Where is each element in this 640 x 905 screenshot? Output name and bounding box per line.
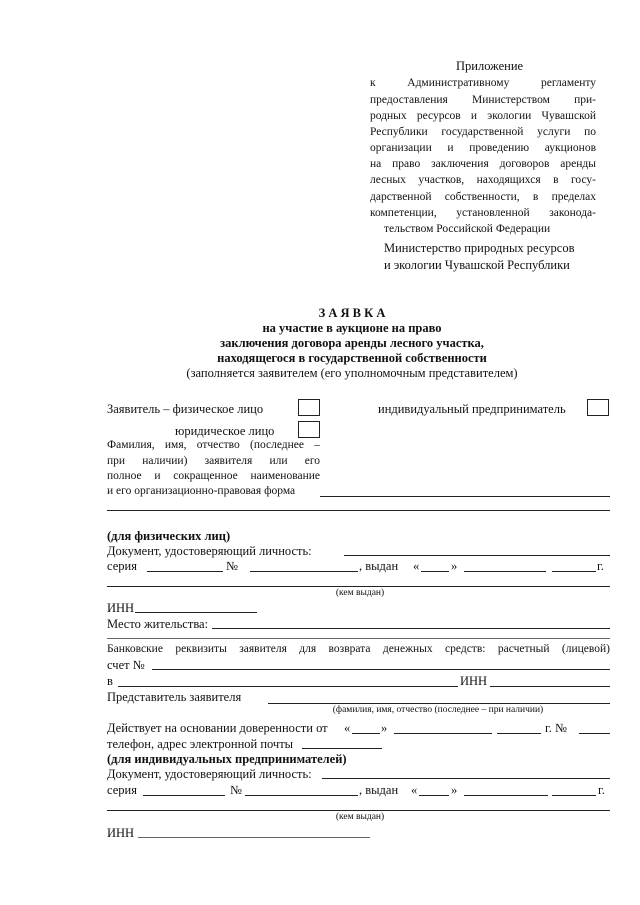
bank-name-field[interactable] — [118, 686, 458, 687]
physical-issued-by-field[interactable] — [107, 586, 610, 587]
physical-quote-close: » — [451, 559, 458, 573]
appendix-line: компетенции, установленной законода- — [370, 207, 596, 219]
account-label: счет № — [107, 658, 145, 672]
phone-email-label: телефон, адрес электронной почты — [107, 737, 294, 751]
applicant-name-field[interactable] — [320, 496, 610, 497]
entrepreneur-section-header: (для индивидуальных предпринимателей) — [107, 752, 347, 766]
entrepreneur-quote-close: » — [451, 783, 458, 797]
physical-number-field[interactable] — [250, 571, 358, 572]
entrepreneur-doc-field[interactable] — [322, 778, 610, 779]
account-field[interactable] — [152, 669, 610, 670]
phone-email-field[interactable] — [302, 748, 382, 749]
proxy-label: Действует на основании доверенности от — [107, 721, 328, 735]
physical-person-checkbox[interactable] — [298, 399, 320, 416]
physical-issued-by-note: (кем выдан) — [335, 588, 385, 598]
legal-entity-checkbox[interactable] — [298, 421, 320, 438]
fio-label-line: полное и сокращенное наименование — [107, 470, 320, 482]
proxy-quote-close: » — [381, 721, 388, 735]
appendix-line: лесных участков, находящихся в госу- — [370, 174, 596, 186]
physical-series-field[interactable] — [147, 571, 223, 572]
bank-details-line: Банковские реквизиты заявителя для возврата денежных средств: расчетный (лицевой) — [107, 643, 610, 655]
appendix-line: организации и проведению аукционов — [370, 142, 596, 154]
proxy-day-field[interactable] — [352, 733, 380, 734]
entrepreneur-year-suffix: г. — [598, 783, 605, 797]
proxy-year-no-label: г. № — [545, 721, 567, 735]
physical-inn-label: ИНН — [107, 601, 135, 615]
physical-doc-field[interactable] — [344, 555, 610, 556]
entrepreneur-checkbox[interactable] — [587, 399, 609, 416]
form-subtitle-1: на участие в аукционе на право — [262, 321, 442, 335]
appendix-line: дарственной собственности, в пределах — [370, 191, 596, 203]
representative-field[interactable] — [268, 703, 610, 704]
entrepreneur-doc-label: Документ, удостоверяющий личность: — [107, 767, 312, 781]
ministry-line-2: и экологии Чувашской Республики — [384, 258, 570, 272]
legal-entity-label: юридическое лицо — [175, 424, 275, 438]
bank-inn-label: ИНН — [460, 674, 488, 688]
entrepreneur-issued-by-note: (кем выдан) — [335, 812, 385, 822]
proxy-month-field[interactable] — [394, 733, 492, 734]
physical-inn-field[interactable] — [135, 612, 257, 613]
proxy-number-field[interactable] — [579, 733, 610, 734]
bank-in-label: в — [107, 674, 113, 688]
physical-doc-label: Документ, удостоверяющий личность: — [107, 544, 312, 558]
residence-field-2[interactable] — [107, 638, 610, 639]
physical-series-label: серия — [107, 559, 137, 573]
physical-section-header: (для физических лиц) — [107, 529, 231, 543]
entrepreneur-series-label: серия — [107, 783, 137, 797]
proxy-quote-open: « — [344, 721, 351, 735]
appendix-line: предоставления Министерством при- — [370, 94, 596, 106]
entrepreneur-month-field[interactable] — [464, 795, 548, 796]
physical-number-label: № — [226, 559, 238, 573]
ministry-line-1: Министерство природных ресурсов — [384, 241, 575, 255]
representative-label: Представитель заявителя — [107, 690, 242, 704]
form-subtitle-2: заключения договора аренды лесного участка, — [220, 336, 484, 350]
physical-year-suffix: г. — [597, 559, 604, 573]
entrepreneur-year-field[interactable] — [552, 795, 596, 796]
entrepreneur-issued-label: , выдан — [359, 783, 399, 797]
appendix-line: Республики государственной услуги по — [370, 126, 596, 138]
entrepreneur-label: индивидуальный предприниматель — [378, 402, 566, 416]
proxy-year-field[interactable] — [497, 733, 541, 734]
bank-inn-field[interactable] — [490, 686, 610, 687]
entrepreneur-number-field[interactable] — [245, 795, 358, 796]
fio-label-line: Фамилия, имя, отчество (последнее – — [107, 439, 320, 451]
representative-fio-note: (фамилия, имя, отчество (последнее – при наличии) — [332, 705, 544, 715]
fio-label-line: при наличии) заявителя или его — [107, 455, 320, 467]
entrepreneur-number-label: № — [230, 783, 242, 797]
physical-month-field[interactable] — [464, 571, 546, 572]
entrepreneur-day-field[interactable] — [419, 795, 449, 796]
entrepreneur-quote-open: « — [411, 783, 418, 797]
physical-quote-open: « — [413, 559, 420, 573]
residence-label: Место жительства: — [107, 617, 209, 631]
physical-year-field[interactable] — [552, 571, 596, 572]
residence-field[interactable] — [212, 628, 610, 629]
form-subtitle-3: находящегося в государственной собственности — [217, 351, 487, 365]
physical-issued-label: , выдан — [359, 559, 399, 573]
entrepreneur-series-field[interactable] — [143, 795, 225, 796]
form-title: З А Я В К А — [318, 306, 386, 320]
fio-label-last: и его организационно-правовая форма — [107, 485, 296, 497]
form-note: (заполняется заявителем (его уполномочным представителем) — [186, 366, 518, 380]
entrepreneur-inn-field[interactable] — [138, 837, 370, 838]
applicant-name-field-2[interactable] — [107, 510, 610, 511]
entrepreneur-issued-by-field[interactable] — [107, 810, 610, 811]
appendix-last-line: тельством Российской Федерации — [384, 223, 551, 235]
appendix-line: к Административному регламенту — [370, 77, 596, 89]
entrepreneur-inn-label: ИНН — [107, 826, 135, 840]
physical-person-label: Заявитель – физическое лицо — [107, 402, 264, 416]
appendix-line: родных ресурсов и экологии Чувашской — [370, 110, 596, 122]
appendix-title: Приложение — [456, 59, 524, 73]
physical-day-field[interactable] — [421, 571, 449, 572]
appendix-line: на право заключения договоров аренды — [370, 158, 596, 170]
